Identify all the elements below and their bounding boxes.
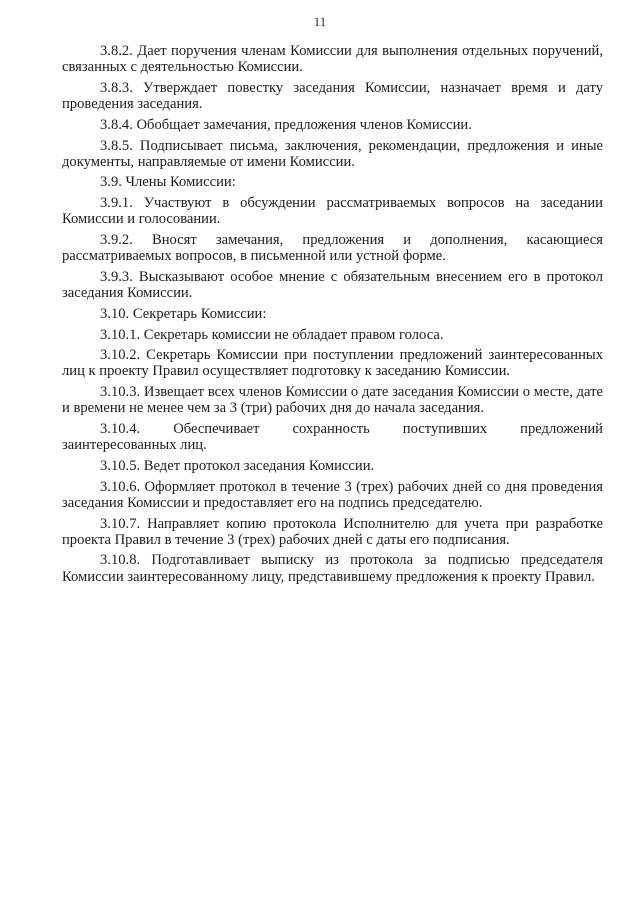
paragraph-3-10-6: 3.10.6. Оформляет протокол в течение 3 (трех) рабочих дней со дня проведения заседания Комиссии и предоставляет его на подпись председателю. bbox=[62, 478, 603, 511]
paragraph-3-10-8: 3.10.8. Подготавливает выписку из протокола за подписью председателя Комиссии заинтересованному лицу, представившему предложения к проекту Правил. bbox=[62, 552, 603, 585]
section-heading-3-9: 3.9. Члены Комиссии: bbox=[100, 174, 236, 191]
paragraph-3-8-3: 3.8.3. Утверждает повестку заседания Комиссии, назначает время и дату проведения заседания. bbox=[62, 79, 603, 113]
paragraph-3-10-1: 3.10.1. Секретарь комиссии не обладает правом голоса. bbox=[100, 326, 444, 343]
section-heading-3-10: 3.10. Секретарь Комиссии: bbox=[100, 305, 267, 322]
paragraph-3-10-2: 3.10.2. Секретарь Комиссии при поступлении предложений заинтересованных лиц к проекту Правил осуществляет подготовку к заседанию Комиссии. bbox=[62, 347, 603, 380]
paragraph-3-10-3: 3.10.3. Извещает всех членов Комиссии о дате заседания Комиссии о месте, дате и времени не менее чем за 3 (три) рабочих дня до начала заседания. bbox=[62, 384, 603, 417]
paragraph-3-9-1: 3.9.1. Участвуют в обсуждении рассматриваемых вопросов на заседании Комиссии и голосовании. bbox=[62, 195, 603, 228]
paragraph-3-10-4: 3.10.4. Обеспечивает сохранность поступивших предложений заинтересованных лиц. bbox=[62, 421, 603, 454]
paragraph-3-9-3: 3.9.3. Высказывают особое мнение с обязательным внесением его в протокол заседания Комиссии. bbox=[62, 268, 603, 302]
paragraph-3-8-4: 3.8.4. Обобщает замечания, предложения членов Комиссии. bbox=[100, 116, 472, 133]
page-number: 11 bbox=[313, 14, 327, 29]
paragraph-3-8-5: 3.8.5. Подписывает письма, заключения, рекомендации, предложения и иные документы, направляемые от имени Комиссии. bbox=[62, 137, 603, 170]
paragraph-3-10-5: 3.10.5. Ведет протокол заседания Комиссии. bbox=[100, 457, 375, 474]
paragraph-3-8-2: 3.8.2. Дает поручения членам Комиссии для выполнения отдельных поручений, связанных с деятельностью Комиссии. bbox=[62, 43, 603, 76]
paragraph-3-10-7: 3.10.7. Направляет копию протокола Исполнителю для учета при разработке проекта Правил в течение 3 (трех) рабочих дней с даты его подписания. bbox=[62, 515, 603, 548]
document-body bbox=[62, 43, 603, 585]
paragraph-3-9-2: 3.9.2. Вносят замечания, предложения и дополнения, касающиеся рассматриваемых вопросов, в письменной или устной форме. bbox=[62, 232, 603, 265]
